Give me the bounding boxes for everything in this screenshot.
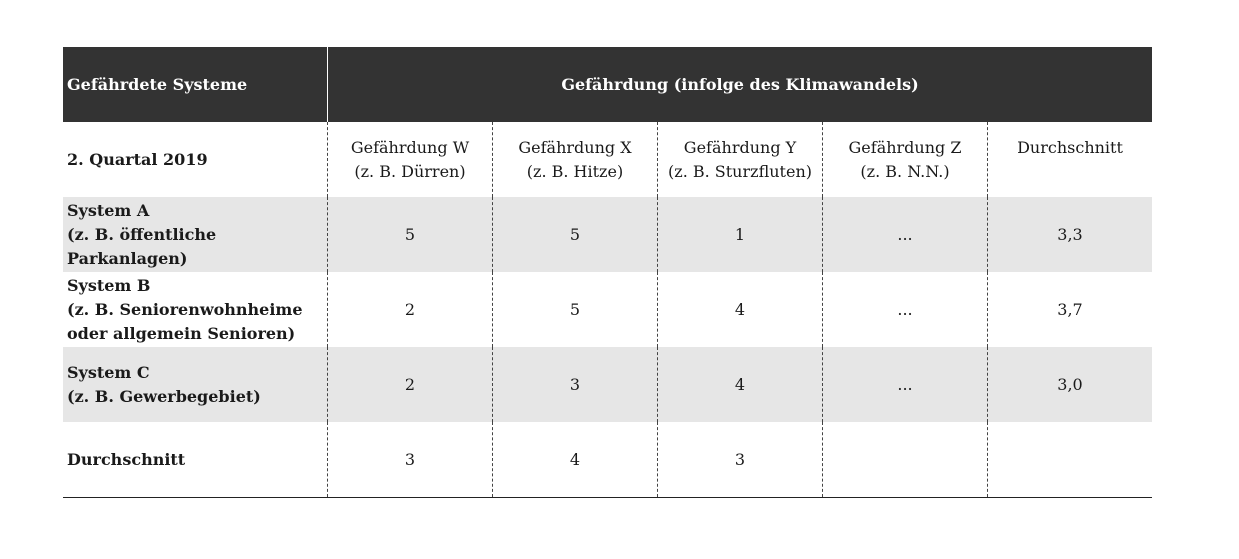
table-cell bbox=[822, 422, 987, 497]
table-cell: 4 bbox=[657, 347, 822, 422]
table-header-row bbox=[63, 47, 1152, 122]
quarter-label: 2. Quartal 2019 bbox=[67, 149, 208, 169]
subheader-row bbox=[63, 122, 1152, 197]
column-header: Gefährdung X (z. B. Hitze) bbox=[492, 122, 657, 197]
table-cell: 1 bbox=[657, 197, 822, 272]
table-cell: ... bbox=[822, 347, 987, 422]
column-header: Durchschnitt bbox=[987, 122, 1152, 197]
row-label: System A (z. B. öffentliche Parkanlagen) bbox=[67, 200, 217, 268]
table-cell: 3 bbox=[657, 422, 822, 497]
table-cell: 4 bbox=[492, 422, 657, 497]
column-header: Gefährdung Z (z. B. N.N.) bbox=[822, 122, 987, 197]
header-systems-label: Gefährdete Systeme bbox=[67, 74, 248, 94]
table-cell: 3 bbox=[492, 347, 657, 422]
table-cell: 3,0 bbox=[987, 347, 1152, 422]
table-cell: 3 bbox=[327, 422, 492, 497]
table-row bbox=[63, 347, 1152, 422]
table-cell: ... bbox=[822, 272, 987, 347]
table-cell: ... bbox=[822, 197, 987, 272]
average-row bbox=[63, 422, 1152, 498]
column-header: Gefährdung Y (z. B. Sturzfluten) bbox=[657, 122, 822, 197]
table-cell: 2 bbox=[327, 347, 492, 422]
hazard-table bbox=[63, 47, 1152, 498]
column-header: Gefährdung W (z. B. Dürren) bbox=[327, 122, 492, 197]
table-row bbox=[63, 197, 1152, 272]
table-cell: 4 bbox=[657, 272, 822, 347]
table-cell: 5 bbox=[327, 197, 492, 272]
table-cell: 2 bbox=[327, 272, 492, 347]
header-hazard-label: Gefährdung (infolge des Klimawandels) bbox=[327, 47, 1152, 122]
table-cell: 5 bbox=[492, 272, 657, 347]
table-cell: 3,3 bbox=[987, 197, 1152, 272]
row-label: System C (z. B. Gewerbegebiet) bbox=[67, 362, 261, 406]
table-cell bbox=[987, 422, 1152, 497]
row-label: Durchschnitt bbox=[67, 449, 186, 469]
table-cell: 5 bbox=[492, 197, 657, 272]
table-row bbox=[63, 272, 1152, 347]
row-label: System B (z. B. Seniorenwohnheime oder allgemein Senioren) bbox=[67, 275, 303, 343]
table-cell: 3,7 bbox=[987, 272, 1152, 347]
